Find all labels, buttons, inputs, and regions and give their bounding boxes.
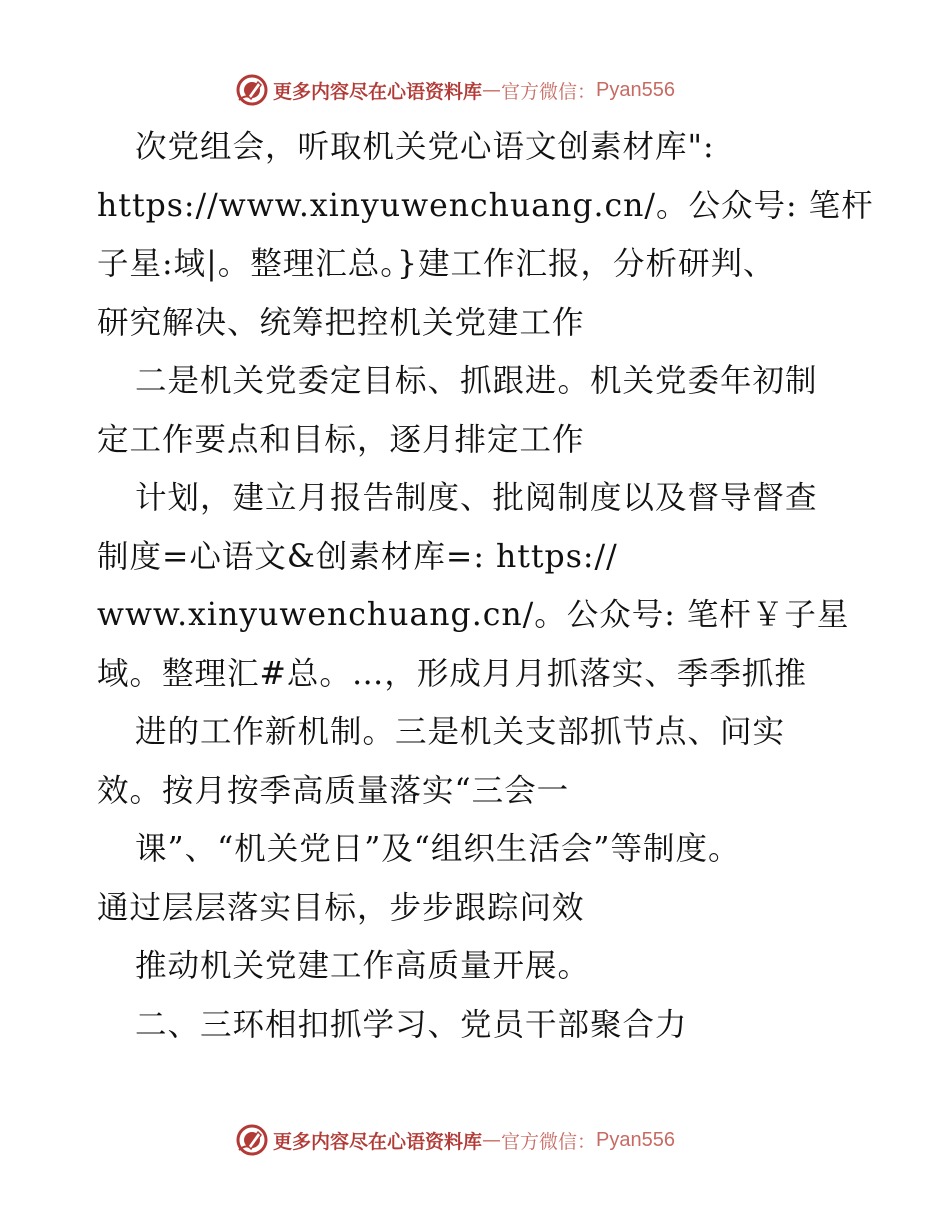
body-line: 进的工作新机制。三是机关支部抓节点、问实 — [135, 714, 786, 750]
banner-main-text: 更多内容尽在心语资料库 — [273, 1130, 483, 1153]
banner-wechat-id: Pyan556 — [596, 78, 675, 101]
banner-wechat-id: Pyan556 — [596, 1128, 675, 1151]
body-line: https://www.xinyuwenchuang.cn/。公众号: 笔杆 — [97, 187, 874, 224]
body-line: 域。整理汇#总。…，形成月月抓落实、季季抓推 — [97, 655, 807, 692]
body-line: 次党组会，听取机关党心语文创素材库": — [135, 129, 715, 165]
banner-dash: — — [482, 1129, 502, 1151]
header-banner — [235, 72, 675, 108]
banner-official-label: 官方微信： — [501, 80, 597, 103]
footer-banner — [235, 1122, 675, 1158]
body-line: 定工作要点和目标，逐月排定工作 — [97, 421, 585, 458]
body-line: 研究解决、统筹把控机关党建工作 — [97, 304, 585, 341]
banner-official-label: 官方微信： — [501, 1130, 597, 1153]
pen-nib-circle-icon — [235, 1123, 269, 1157]
banner-main-text: 更多内容尽在心语资料库 — [273, 80, 483, 103]
body-line: 计划，建立月报告制度、批阅制度以及督导督查 — [135, 480, 818, 516]
pen-nib-circle-icon — [235, 73, 269, 107]
body-line: www.xinyuwenchuang.cn/。公众号: 笔杆￥子星 — [97, 597, 850, 633]
document-body — [97, 118, 874, 1054]
body-line: 二是机关党委定目标、抓跟进。机关党委年初制 — [135, 363, 818, 399]
body-line: 课”、“机关党日”及“组织生活会”等制度。 — [135, 831, 741, 867]
body-line: 推动机关党建工作高质量开展。 — [135, 948, 591, 984]
body-line: 通过层层落实目标，步步跟踪问效 — [97, 889, 585, 926]
body-line: 制度=心语文&创素材库=: https:// — [97, 538, 618, 575]
body-line: 效。按月按季高质量落实“三会一 — [97, 772, 570, 809]
body-line: 子星:域|。整理汇总。}建工作汇报，分析研判、 — [97, 246, 776, 282]
body-line: 二、三环相扣抓学习、党员干部聚合力 — [135, 1006, 688, 1043]
banner-dash: — — [482, 79, 502, 101]
